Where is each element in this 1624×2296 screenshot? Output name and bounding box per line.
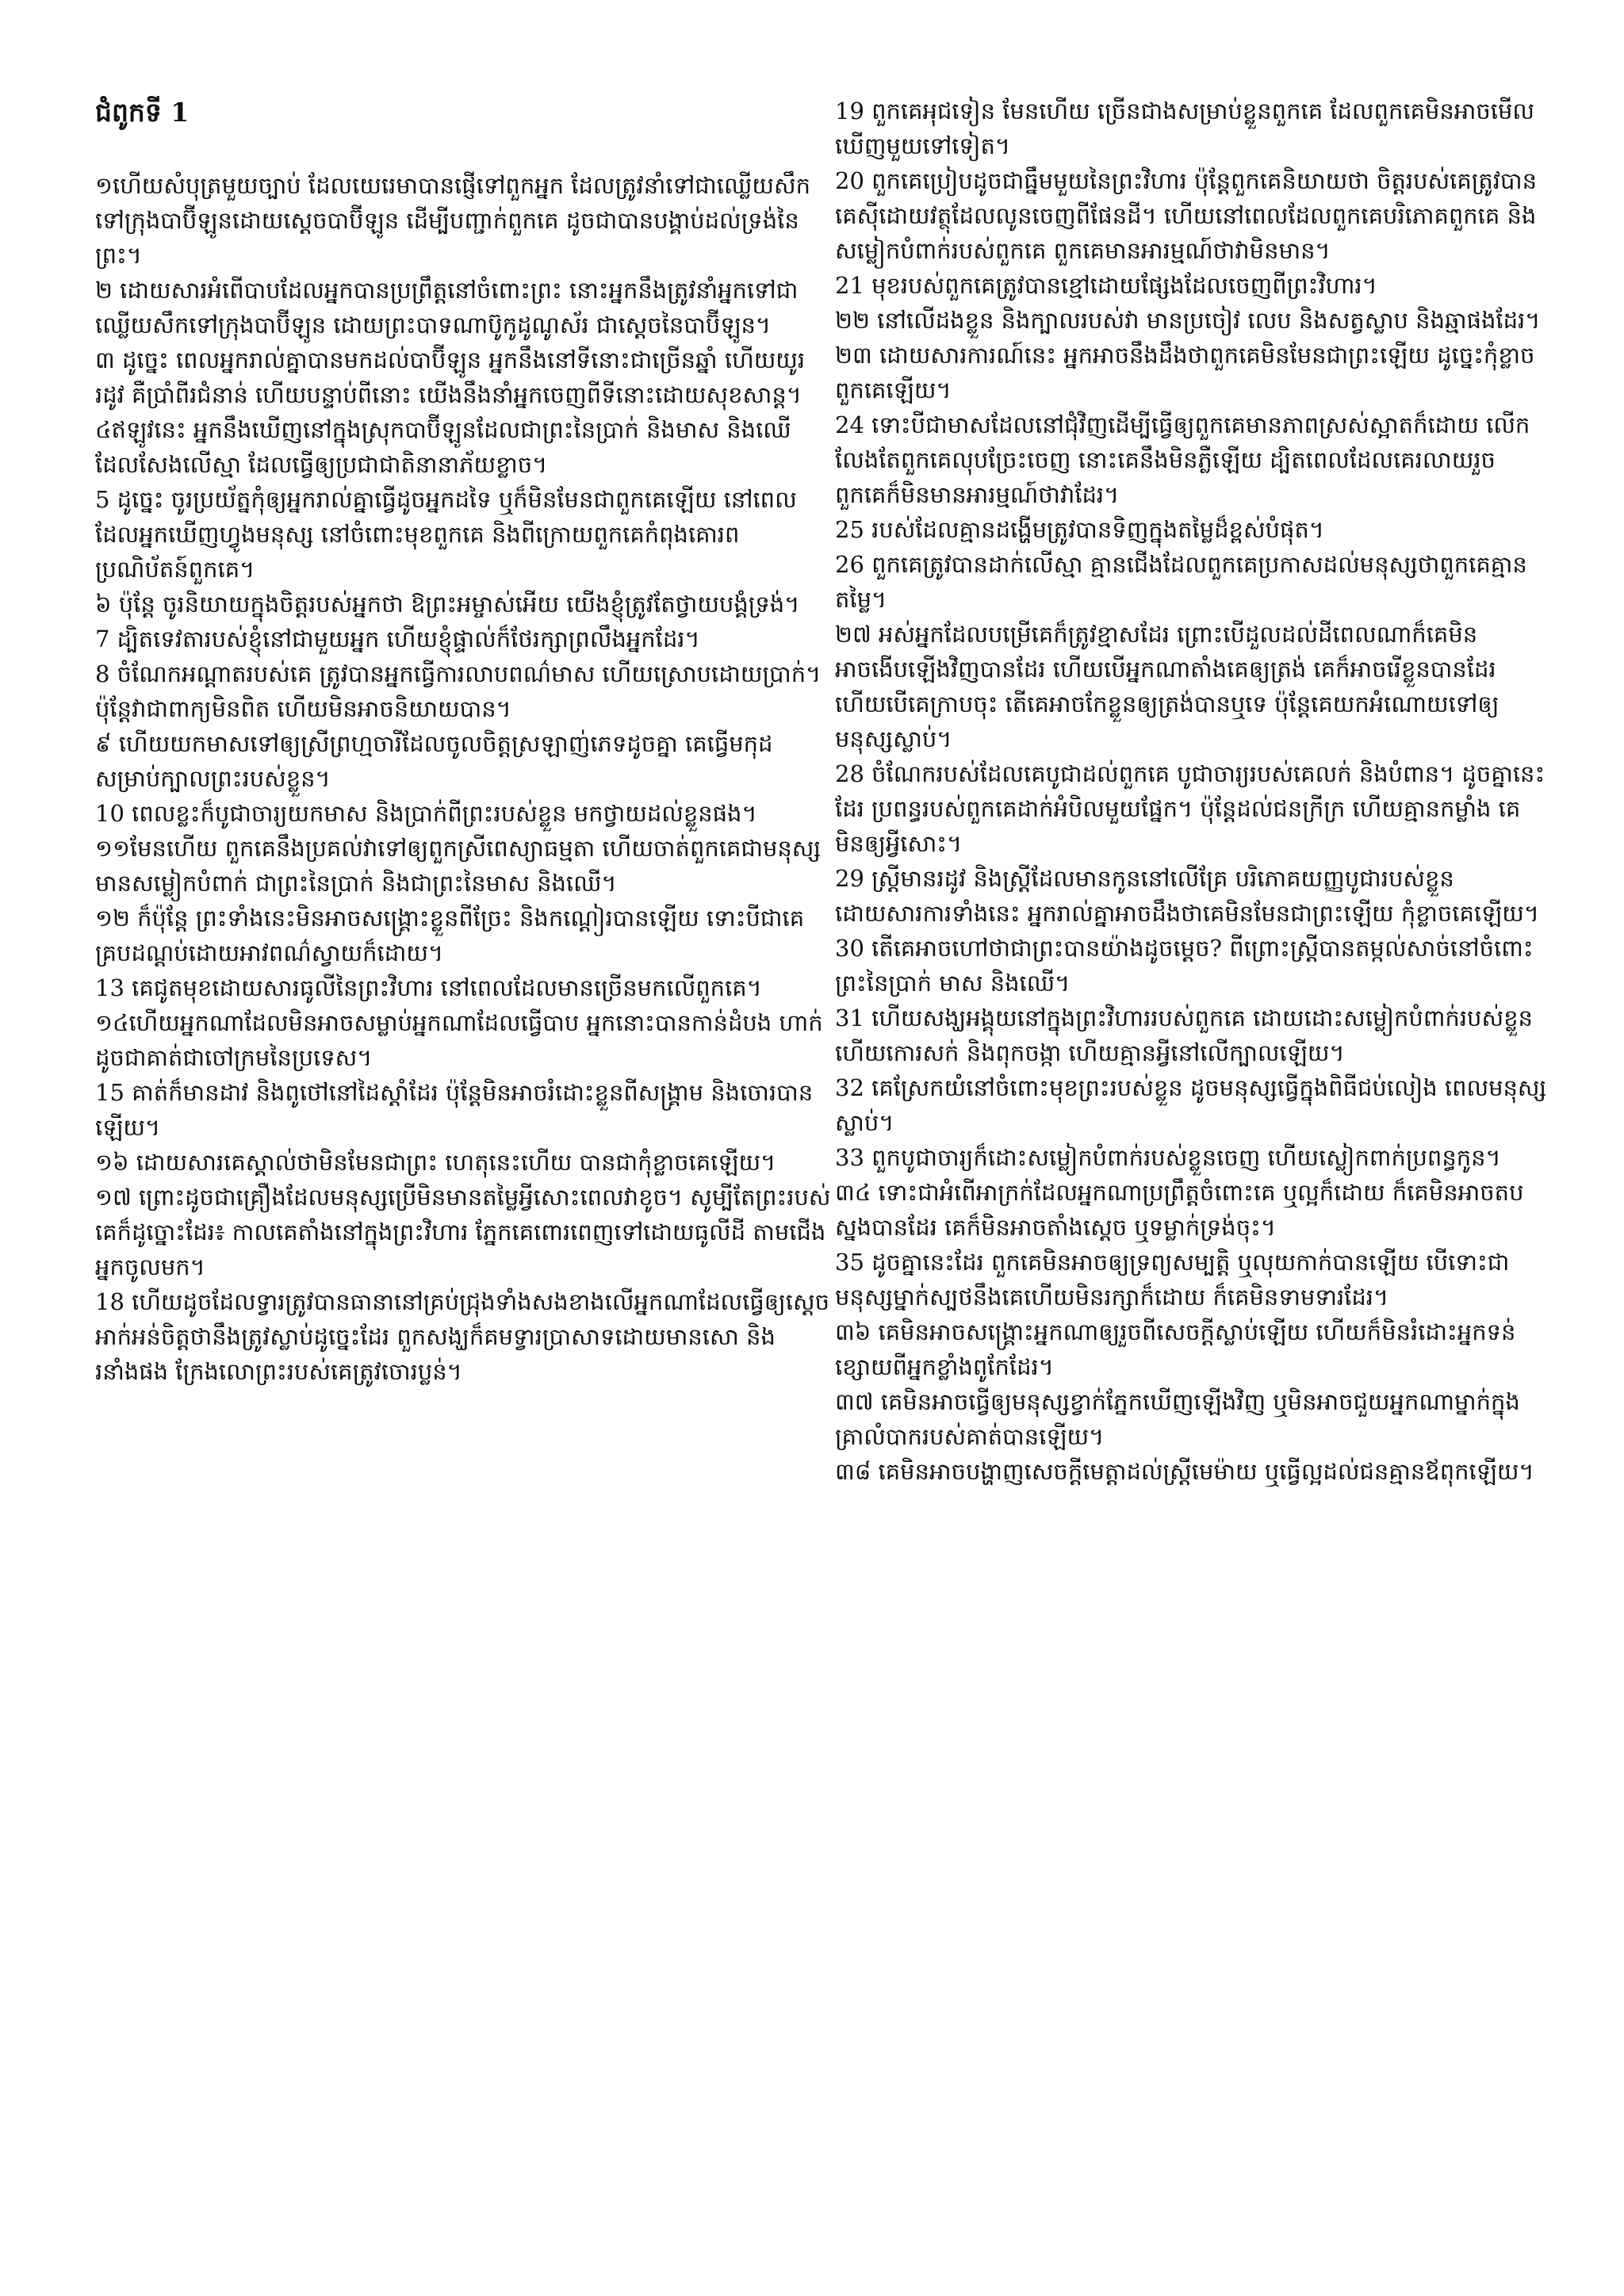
verse-paragraph: 13 គេជូតមុខដោយសារធូលីនៃព្រះវិហារ នៅពេលដែលមានច្រើនមកលើពួកគេ។ [95,974,762,1001]
verse-paragraph: ៣៧ គេមិនអាចធ្វើឲ្យមនុស្សខ្វាក់ភ្នែកឃើញឡើងវិញ ឬមិនអាចជួយអ្នកណាម្នាក់ក្នុងគ្រាលំបាករបស់គាត់បានឡើយ។ [835,1388,1520,1450]
verse-paragraph: 7 ដ្បិតទេវតារបស់ខ្ញុំនៅជាមួយអ្នក ហើយខ្ញុំផ្ទាល់ក៏ថែរក្សាព្រលឹងអ្នកដែរ។ [95,626,700,652]
verse-paragraph: 28 ចំណែករបស់ដែលគេបូជាដល់ពួកគេ បូជាចារ្យរបស់គេលក់ និងបំពាន។ ដូចគ្នានេះដែរ ប្រពន្ធរបស់ពួកគេដាក់អំបិលមួយផ្នែក។ ប៉ុន្តែដល់ជនក្រីក្រ ហើយគ្មានកម្លាំង គេមិនឲ្យអ្វីសោះ។ [835,760,1545,857]
verse-paragraph: 25 របស់ដែលគ្មានដង្ហើមត្រូវបានទិញក្នុងតម្លៃដ៏ខ្ពស់បំផុត។ [835,516,1324,543]
left-column [95,94,833,2266]
verse-paragraph: ២៣ ដោយសារការណ៍នេះ អ្នកអាចនឹងដឹងថាពួកគេមិនមែនជាព្រះឡើយ ដូច្នេះកុំខ្លាចពួកគេឡើយ។ [835,342,1535,404]
verse-paragraph: ៣៦ គេមិនអាចសង្គ្រោះអ្នកណាឲ្យរួចពីសេចក្ដីស្លាប់ឡើយ ហើយក៏មិនរំដោះអ្នកទន់ខ្សោយពីអ្នកខ្លាំងពូកែដែរ។ [835,1318,1516,1380]
right-column [835,94,1549,2266]
verse-paragraph: ២៧ អស់អ្នកដែលបម្រើគេក៏ត្រូវខ្មាសដែរ ព្រោះបើដួលដល់ដីពេលណាក៏គេមិនអាចងើបឡើងវិញបានដែរ ហើយបើអ្នកណាតាំងគេឲ្យត្រង់ គេក៏អាចរើខ្លួនបានដែរ ហើយបើគេក្រាបចុះ តើគេអាចកែខ្លួនឲ្យត្រង់បានឬទេ ប៉ុន្តែគេយកអំណោយទៅឲ្យមនុស្សស្លាប់។ [835,621,1500,752]
verse-paragraph: 18 ហើយដូចដែលទ្វារត្រូវបានធានានៅគ្រប់ជ្រុងទាំងសងខាងលើអ្នកណាដែលធ្វើឲ្យស្ដេចអាក់អន់ចិត្តថានឹងត្រូវស្លាប់ដូច្នេះដែរ ពួកសង្ឃក៏គមទ្វារប្រាសាទដោយមានសោ និងរនាំងផង ក្រែងលោព្រះរបស់គេត្រូវចោរប្លន់។ [95,1288,830,1385]
verse-paragraph: 30 តើគេអាចហៅថាជាព្រះបានយ៉ាងដូចម្ដេច? ពីព្រោះស្ត្រីបានតម្កល់សាច់នៅចំពោះព្រះនៃប្រាក់ មាស និងឈើ។ [835,935,1534,997]
verse-paragraph: ៦ ប៉ុន្តែ ចូរនិយាយក្នុងចិត្តរបស់អ្នកថា ឱព្រះអម្ចាស់អើយ យើងខ្ញុំត្រូវតែថ្វាយបង្គំទ្រង់។ [95,591,800,618]
left-verse-list [95,168,833,1389]
verse-paragraph: ១១មែនហើយ ពួកគេនឹងប្រគល់វាទៅឲ្យពួកស្រីពេស្យាធម្មតា ហើយចាត់ពួកគេជាមនុស្សមានសម្លៀកបំពាក់ ជាព្រះនៃប្រាក់ និងជាព្រះនៃមាស និងឈើ។ [95,835,822,897]
verse-paragraph: ៤ឥឡូវនេះ អ្នកនឹងឃើញនៅក្នុងស្រុកបាប៊ីឡូនដែលជាព្រះនៃប្រាក់ និងមាស និងឈើដែលសែងលើស្មា ដែលធ្វើឲ្យប្រជាជាតិនានាភ័យខ្លាច។ [95,416,791,478]
verse-paragraph: ៣ ដូច្នេះ ពេលអ្នករាល់គ្នាបានមកដល់បាប៊ីឡូន អ្នកនឹងនៅទីនោះជាច្រើនឆ្នាំ ហើយយូររដូវ គឺប្រាំពីរជំនាន់ ហើយបន្ទាប់ពីនោះ យើងនឹងនាំអ្នកចេញពីទីនោះដោយសុខសាន្ត។ [95,346,806,408]
verse-paragraph: 10 ពេលខ្លះក៏បូជាចារ្យយកមាស និងប្រាក់ពីព្រះរបស់ខ្លួន មកថ្វាយដល់ខ្លួនផង។ [95,800,757,827]
verse-paragraph: 19 ពួកគេអុជទៀន មែនហើយ ច្រើនជាងសម្រាប់ខ្លួនពួកគេ ដែលពួកគេមិនអាចមើលឃើញមួយទៅទៀត។ [835,98,1535,159]
verse-paragraph: 26 ពួកគេត្រូវបានដាក់លើស្មា គ្មានជើងដែលពួកគេប្រកាសដល់មនុស្សថាពួកគេគ្មានតម្លៃ។ [835,551,1527,613]
verse-paragraph: 35 ដូចគ្នានេះដែរ ពួកគេមិនអាចឲ្យទ្រព្យសម្បត្តិ ឬលុយកាក់បានឡើយ បើទោះជាមនុស្សម្នាក់ស្បថនឹងគេហើយមិនរក្សាក៏ដោយ ក៏គេមិនទាមទារដែរ។ [835,1249,1510,1311]
verse-paragraph: 33 ពួកបូជាចារ្យក៏ដោះសម្លៀកបំពាក់របស់ខ្លួនចេញ ហើយស្លៀកពាក់ប្រពន្ធកូន។ [835,1144,1501,1171]
verse-paragraph: 20 ពួកគេប្រៀបដូចជាធ្នឹមមួយនៃព្រះវិហារ ប៉ុន្តែពួកគេនិយាយថា ចិត្តរបស់គេត្រូវបានគេស៊ីដោយវត្ថុដែលលូនចេញពីផែនដី។ ហើយនៅពេលដែលពួកគេបរិភោគពួកគេ និងសម្លៀកបំពាក់របស់ពួកគេ ពួកគេមានអារម្មណ៍ថាវាមិនមាន។ [835,167,1537,264]
verse-paragraph: ២២ នៅលើដងខ្លួន និងក្បាលរបស់វា មានប្រចៀវ លេប និងសត្វស្លាប និងឆ្មាផងដែរ។ [835,307,1541,334]
verse-paragraph: ៣៤ ទោះជាអំពើអាក្រក់ដែលអ្នកណាប្រព្រឹត្តចំពោះគេ ឬល្អក៏ដោយ ក៏គេមិនអាចតបស្នងបានដែរ គេក៏មិនអាចតាំងស្ដេច ឬទម្លាក់ទ្រង់ចុះ។ [835,1179,1524,1241]
verse-paragraph: 24 ទោះបីជាមាសដែលនៅជុំវិញដើម្បីធ្វើឲ្យពួកគេមានភាពស្រស់ស្អាតក៏ដោយ លើកលែងតែពួកគេលុបច្រែះចេញ នោះគេនឹងមិនភ្លឺឡើយ ដ្បិតពេលដែលគេរលាយរួច ពួកគេក៏មិនមានអារម្មណ៍ថាវាដែរ។ [835,411,1530,508]
verse-paragraph: ១ហើយសំបុត្រមួយច្បាប់ ដែលយេរេមាបានផ្ញើទៅពួកអ្នក ដែលត្រូវនាំទៅជាឈ្លើយសឹកទៅក្រុងបាប៊ីឡូនដោយស្ដេចបាប៊ីឡូន ដើម្បីបញ្ជាក់ពួកគេ ដូចជាបានបង្គាប់ដល់ទ្រង់នៃព្រះ។ [95,172,811,269]
verse-paragraph: 29 ស្ត្រីមានរដូវ និងស្ត្រីដែលមានកូននៅលើគ្រែ បរិភោគយញ្ញបូជារបស់ខ្លួន ដោយសារការទាំងនេះ អ្នករាល់គ្នាអាចដឹងថាគេមិនមែនជាព្រះឡើយ កុំខ្លាចគេឡើយ។ [835,865,1540,927]
verse-paragraph: ១៦ ដោយសារគេស្គាល់ថាមិនមែនជាព្រះ ហេតុនេះហើយ បានជាកុំខ្លាចគេឡើយ។ [95,1149,776,1176]
verse-paragraph: 31 ហើយសង្ឃអង្គុយនៅក្នុងព្រះវិហាររបស់ពួកគេ ដោយដោះសម្លៀកបំពាក់របស់ខ្លួន ហើយកោរសក់ និងពុកចង្កា ហើយគ្មានអ្វីនៅលើក្បាលឡើយ។ [835,1004,1533,1066]
verse-paragraph: ៩ ហើយយកមាសទៅឲ្យស្រីព្រហ្មចារីដែលចូលចិត្តស្រឡាញ់ភេទដូចគ្នា គេធ្វើមកុដសម្រាប់ក្បាលព្រះរបស់ខ្លួន។ [95,730,773,792]
verse-paragraph: ១៤ហើយអ្នកណាដែលមិនអាចសម្លាប់អ្នកណាដែលធ្វើបាប អ្នកនោះបានកាន់ដំបង ហាក់ដូចជាគាត់ជាចៅក្រមនៃប្រទេស។ [95,1009,823,1071]
verse-paragraph: 32 គេស្រែកយំនៅចំពោះមុខព្រះរបស់ខ្លួន ដូចមនុស្សធ្វើក្នុងពិធីជប់លៀង ពេលមនុស្សស្លាប់។ [835,1074,1547,1136]
verse-paragraph: ២ ដោយសារអំពើបាបដែលអ្នកបានប្រព្រឹត្តនៅចំពោះព្រះ នោះអ្នកនឹងត្រូវនាំអ្នកទៅជាឈ្លើយសឹកទៅក្រុងបាប៊ីឡូន ដោយព្រះបាទណាប៊ូកូដូណូស័រ ជាស្ដេចនៃបាប៊ីឡូន។ [95,277,799,339]
verse-paragraph: 21 មុខរបស់ពួកគេត្រូវបានខ្មៅដោយផ្សែងដែលចេញពីព្រះវិហារ។ [835,272,1377,299]
right-verse-list [835,94,1549,1489]
verse-paragraph: 8 ចំណែកអណ្ដាតរបស់គេ ត្រូវបានអ្នកធ្វើការលាបពណ៌មាស ហើយស្រោបដោយប្រាក់។ ប៉ុន្តែវាជាពាក្យមិនពិត ហើយមិនអាចនិយាយបាន។ [95,660,822,722]
chapter-title: ជំពូកទី 1 [95,97,190,128]
verse-paragraph: ៣៨ គេមិនអាចបង្ហាញសេចក្ដីមេត្តាដល់ស្ត្រីមេម៉ាយ ឬធ្វើល្អដល់ជនគ្មានឪពុកឡើយ។ [835,1458,1534,1485]
verse-paragraph: 5 ដូច្នេះ ចូរប្រយ័ត្នកុំឲ្យអ្នករាល់គ្នាធ្វើដូចអ្នកដទៃ ឬក៏មិនមែនជាពួកគេឡើយ នៅពេលដែលអ្នកឃើញហ្វូងមនុស្ស នៅចំពោះមុខពួកគេ និងពីក្រោយពួកគេកំពុងគោរពប្រណិប័តន៍ពួកគេ។ [95,486,797,583]
verse-paragraph: ១២ ក៏ប៉ុន្តែ ព្រះទាំងនេះមិនអាចសង្គ្រោះខ្លួនពីច្រែះ និងកណ្ដៀរបានឡើយ ទោះបីជាគេគ្របដណ្ដប់ដោយអាវពណ៌ស្វាយក៏ដោយ។ [95,905,805,966]
verse-paragraph: ១៧ ព្រោះដូចជាគ្រឿងដែលមនុស្សប្រើមិនមានតម្លៃអ្វីសោះពេលវាខូច។ សូម្បីតែព្រះរបស់គេក៏ដូច្នោះដែរ៖ កាលគេតាំងនៅក្នុងព្រះវិហារ ភ្នែកគេពោរពេញទៅដោយធូលីដី តាមជើងអ្នកចូលមក។ [95,1184,831,1280]
verse-paragraph: 15 គាត់ក៏មានដាវ និងពូថៅនៅដៃស្ដាំដែរ ប៉ុន្តែមិនអាចរំដោះខ្លួនពីសង្គ្រាម និងចោរបានឡើយ។ [95,1079,814,1141]
